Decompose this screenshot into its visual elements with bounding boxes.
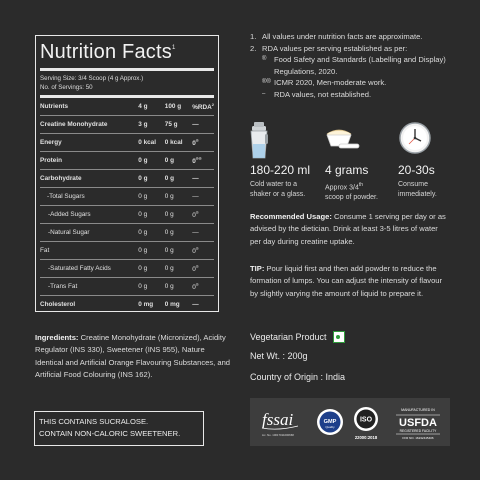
svg-text:GMP: GMP: [323, 419, 337, 425]
scoop-icon: [325, 120, 395, 162]
step-powder: 4 grams Approx 3/4th scoop of powder.: [325, 120, 395, 203]
fssai-logo: [262, 410, 298, 437]
table-row: -Added Sugars 0 g 0 g 0®: [40, 206, 214, 224]
certifications-bar: [250, 398, 450, 446]
table-row: Creatine Monohydrate 3 g 75 g —: [40, 116, 214, 134]
net-weight: Net Wt. : 200g: [250, 351, 308, 361]
nutrition-table: [40, 98, 214, 313]
tip-text: TIP: Pour liquid first and then add powder to reduce the formation of lumps. You can adjust the intensity of flavour by slightly varying the amount of liquid to prepare it.: [250, 264, 443, 298]
table-row: -Total Sugars 0 g 0 g —: [40, 188, 214, 206]
recommended-usage: Recommended Usage: Consume 1 serving per day or as advised by the dietician. Drink at least 3-5 litres of water per day during creatine uptake.: [250, 212, 446, 246]
table-row: Carbohydrate 0 g 0 g —: [40, 170, 214, 188]
svg-text:USFDA: USFDA: [399, 417, 437, 429]
svg-text:fssai: fssai: [262, 410, 294, 429]
table-row: -Trans Fat 0 g 0 g 0®: [40, 278, 214, 296]
table-row: Energy 0 kcal 0 kcal 0®: [40, 134, 214, 152]
footnotes: 1. All values under nutrition facts are approximate. 2. RDA values per serving established as per: ® Food Safety and Standards (Labelling and Display) Regulations, 2020. ®® ICMR 2020, Men-moderate work. – RDA values, not established.: [250, 32, 446, 99]
vegetarian-label: Vegetarian Product: [250, 331, 345, 343]
country-of-origin: Country of Origin : India: [250, 372, 346, 382]
table-row: Cholesterol 0 mg 0 mg —: [40, 301, 199, 308]
clock-icon: [398, 120, 468, 162]
svg-text:REGISTERED FACILITY: REGISTERED FACILITY: [399, 429, 437, 433]
shaker-icon: [250, 120, 320, 162]
nutrition-facts-panel: [35, 35, 219, 312]
step-water: 180-220 ml Cold water to a shaker or a glass.: [250, 120, 320, 200]
iso-badge-icon: [354, 407, 378, 440]
svg-text:ISO: ISO: [359, 416, 373, 424]
step-consume: 20-30s Consume immediately.: [398, 120, 468, 200]
svg-text:MANUFACTURED IN: MANUFACTURED IN: [401, 408, 435, 412]
ingredients-text: Ingredients: Creatine Monohydrate (Micronized), Acidity Regulator (INS 330), Sweetener (INS 955), Nature Identical and Artificial Orange Flavouring Substances, and Artificial Food Colouring (INS 162).: [35, 333, 231, 380]
table-row: Fat 0 g 0 g 0®: [40, 242, 214, 260]
svg-text:Lic. No. 10017011000668: Lic. No. 10017011000668: [262, 433, 294, 437]
table-row: Protein 0 g 0 g 0®®: [40, 152, 214, 170]
gmp-badge-icon: [317, 409, 343, 435]
table-header-row: Nutrients 4 g 100 g %RDA$^2$: [40, 98, 214, 116]
table-row: -Natural Sugar 0 g 0 g —: [40, 224, 214, 242]
svg-text:Quality: Quality: [325, 425, 335, 429]
table-row: -Saturated Fatty Acids 0 g 0 g 0®: [40, 260, 214, 278]
veg-mark-icon: [333, 331, 345, 343]
serving-info: Serving Size: 3/4 Scoop (4 g Approx.) No. of Servings: 50: [40, 75, 144, 91]
usfda-badge: [396, 408, 440, 440]
svg-text:FFR NO. 16232445406: FFR NO. 16232445406: [402, 436, 434, 440]
nutrition-title: Nutrition Facts$^1$: [40, 41, 176, 63]
sucralose-warning-box: THIS CONTAINS SUCRALOSE. CONTAIN NON-CALORIC SWEETENER.: [34, 411, 204, 446]
svg-text:22000:2018: 22000:2018: [354, 435, 378, 440]
